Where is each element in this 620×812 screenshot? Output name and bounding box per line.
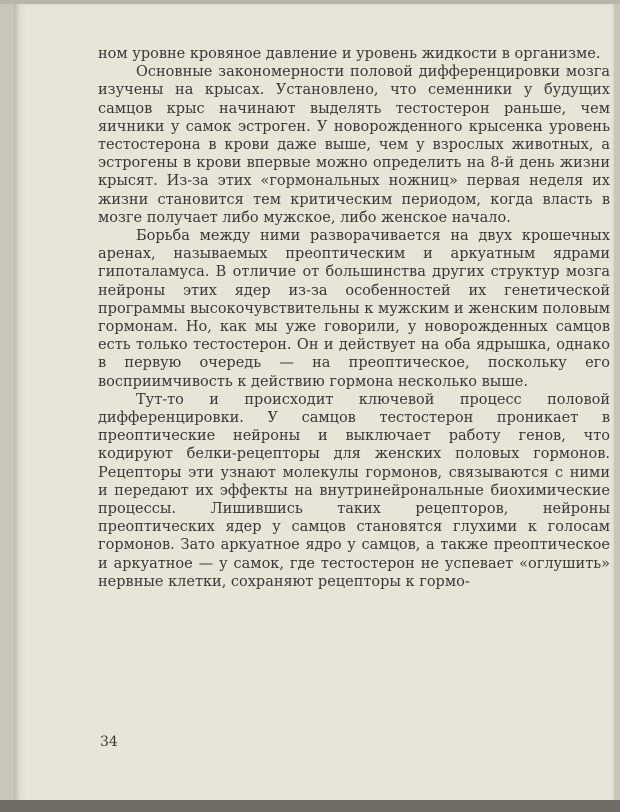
- paragraph-1: ном уровне кровяное давление и уровень жидкости в организме.: [98, 46, 601, 62]
- paragraph-2: Основные закономерности половой дифференцировки мозга изучены на крысах. Установлено, что семенники у будущих самцов крыс начинают выделять тестостерон раньше, чем яичники у самок эстроген. У новорожденного крысенка уровень тестостерона в крови даже выше, чем у взрослых животных, а эстрогены в крови впервые можно определить на 8-й день жизни крысят. Из-за этих «гормональных ножниц» первая неделя их жизни становится тем критическим периодом, когда власть в мозге получает либо мужское, либо женское начало.: [98, 64, 610, 226]
- page-binding-shadow: [14, 4, 20, 804]
- paragraph-4: Тут-то и происходит ключевой процесс половой дифференцировки. У самцов тестостерон проникает в преоптические нейроны и выключает работу генов, что кодируют белки-рецепторы для женских половых гормонов. Рецепторы эти узнают молекулы гормонов, связываются с ними и передают их эффекты на внутринейрональные биохимические процессы. Лишившись таких рецепторов, нейроны преоптических ядер у самцов становятся глухими к голосам гормонов. Зато аркуатное ядро у самцов, а также преоптическое и аркуатное — у самок, где тестостерон не успевает «оглушить» нервные клетки, сохраняют рецепторы к гормо-: [98, 391, 610, 590]
- page-number: 34: [100, 734, 118, 750]
- paragraph-3: Борьба между ними разворачивается на двух крошечных аренах, называемых преоптическим и аркуатным ядрами гипоталамуса. В отличие от большинства других структур мозга нейроны этих ядер из-за особенностей их генетической программы высокочувствительны к мужским и женским половым гормонам. Но, как мы уже говорили, у новорожденных самцов есть только тестостерон. Он и действует на оба ядрышка, однако в первую очередь — на преоптическое, поскольку его восприимчивость к действию гормона несколько выше.: [98, 228, 610, 390]
- body-text: [98, 45, 610, 591]
- book-page: [14, 4, 614, 804]
- scan-bottom-edge: [0, 800, 620, 812]
